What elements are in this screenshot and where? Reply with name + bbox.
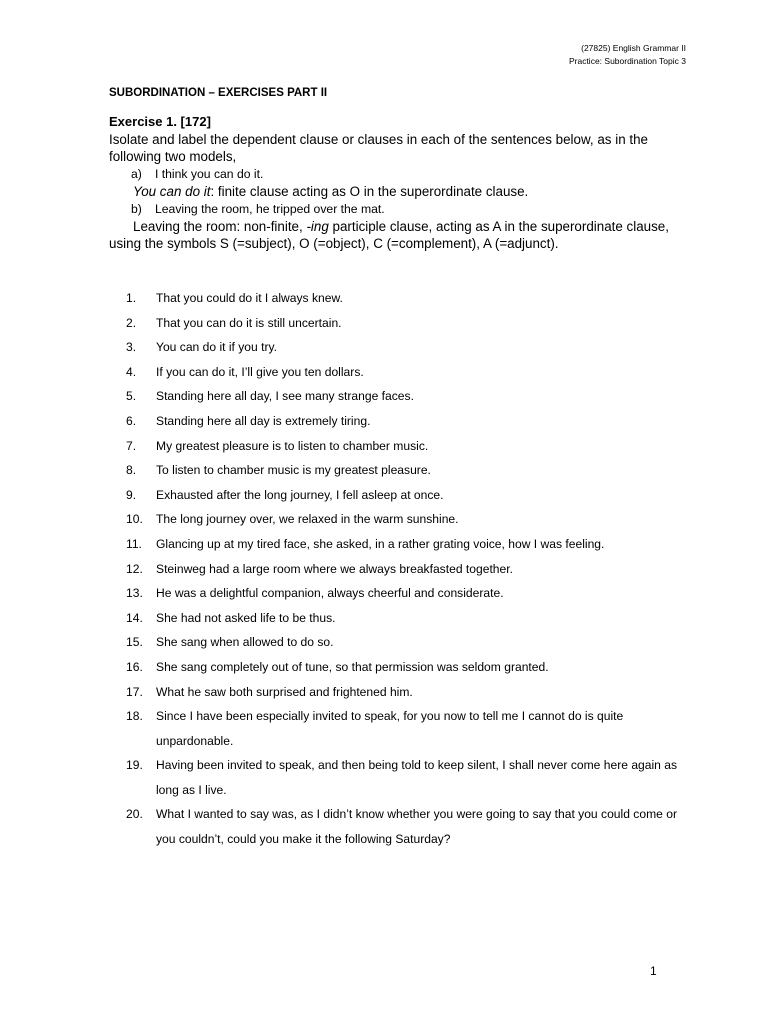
item-sentence: Standing here all day, I see many strange faces. (156, 389, 414, 404)
item-sentence: The long journey over, we relaxed in the warm sunshine. (156, 512, 459, 527)
item-number: 1. (126, 291, 137, 305)
list-item (126, 507, 686, 532)
list-item (126, 557, 686, 582)
item-number: 8. (126, 463, 137, 478)
instructions-text: Isolate and label the dependent clause or clauses in each of the sentences below, as in the following two models, (109, 132, 648, 165)
practice-topic: Practice: Subordination Topic 3 (568, 56, 686, 66)
list-item (126, 311, 686, 336)
item-sentence: Exhausted after the long journey, I fell asleep at once. (156, 487, 444, 502)
model-b-analysis (109, 218, 669, 235)
list-item (126, 655, 686, 680)
list-item (126, 409, 686, 434)
item-sentence: Standing here all day is extremely tiring. (156, 413, 371, 428)
list-item (126, 704, 686, 753)
item-sentence: That you could do it I always knew. (156, 291, 343, 305)
list-item (126, 606, 686, 631)
model-b-text: Leaving the room, he tripped over the mat. (155, 201, 385, 216)
model-a-sentence (109, 166, 669, 183)
item-sentence: If you can do it, I’ll give you ten dollars. (156, 364, 364, 379)
course-title: (27825) English Grammar II (581, 43, 686, 53)
item-sentence: Having been invited to speak, and then being told to keep silent, I shall never come here again as long as I live. (156, 758, 678, 797)
item-number: 4. (126, 364, 137, 379)
page-number: 1 (650, 964, 657, 978)
list-item (126, 680, 686, 705)
list-item (126, 384, 686, 409)
item-number: 16. (126, 659, 143, 674)
list-item (126, 335, 686, 360)
item-sentence: He was a delightful companion, always cheerful and considerate. (156, 586, 504, 601)
model-a-clause: You can do it (133, 184, 211, 200)
item-number: 14. (126, 610, 143, 625)
model-a-description: : finite clause acting as O in the superordinate clause. (210, 184, 529, 200)
model-b-letter: b) (131, 201, 142, 216)
list-item (126, 532, 686, 557)
exercise-instructions (109, 131, 669, 253)
model-a-letter: a) (131, 166, 142, 181)
model-b-sentence (109, 201, 669, 218)
item-sentence: To listen to chamber music is my greatest pleasure. (156, 463, 431, 478)
item-number: 6. (126, 413, 137, 428)
model-b-desc-em: -ing (306, 219, 329, 235)
item-sentence: That you can do it is still uncertain. (156, 315, 342, 330)
item-sentence: What I wanted to say was, as I didn’t know whether you were going to say that you could come or you couldn’t, could you make it the following Saturday? (156, 807, 677, 847)
item-number: 11. (126, 536, 142, 551)
item-number: 15. (126, 635, 143, 650)
list-item (126, 802, 686, 851)
item-sentence: You can do it if you try. (156, 340, 278, 355)
item-number: 19. (126, 758, 143, 773)
model-a-text: I think you can do it. (155, 166, 264, 181)
document-title: SUBORDINATION – EXERCISES PART II (109, 87, 328, 99)
item-number: 7. (126, 438, 137, 453)
item-number: 12. (126, 561, 143, 576)
item-sentence: My greatest pleasure is to listen to chamber music. (156, 438, 429, 453)
model-b-desc-prefix: Leaving the room: non-finite, (133, 219, 307, 235)
item-number: 13. (126, 586, 143, 601)
list-item (126, 434, 686, 459)
list-item (126, 753, 686, 802)
item-sentence: Since I have been especially invited to speak, for you now to tell me I cannot do is quite unpardonable. (156, 709, 624, 748)
model-b-desc-suffix: participle clause, acting as A in the superordinate clause, (328, 219, 669, 235)
item-sentence: Steinweg had a large room where we always breakfasted together. (156, 561, 513, 576)
item-number: 10. (126, 512, 143, 527)
item-sentence: She sang completely out of tune, so that permission was seldom granted. (156, 659, 549, 674)
item-sentence: She had not asked life to be thus. (156, 610, 336, 625)
symbols-text: using the symbols S (=subject), O (=object), C (=complement), A (=adjunct). (109, 236, 559, 252)
list-item (126, 360, 686, 385)
item-number: 20. (126, 807, 143, 822)
item-number: 5. (126, 389, 137, 404)
item-number: 18. (126, 709, 143, 724)
item-number: 17. (126, 684, 143, 699)
item-number: 2. (126, 315, 137, 330)
page-header (569, 42, 686, 68)
list-item (126, 286, 686, 311)
item-sentence: Glancing up at my tired face, she asked, in a rather grating voice, how I was feeling. (156, 536, 605, 551)
model-a-analysis (109, 183, 669, 200)
exercise-list (126, 286, 686, 852)
item-number: 3. (126, 340, 137, 355)
exercise-heading: Exercise 1. [172] (109, 114, 211, 129)
list-item (126, 581, 686, 606)
item-number: 9. (126, 487, 137, 502)
list-item (126, 458, 686, 483)
item-sentence: What he saw both surprised and frightened him. (156, 684, 413, 699)
list-item (126, 483, 686, 508)
item-sentence: She sang when allowed to do so. (156, 635, 334, 650)
list-item (126, 630, 686, 655)
